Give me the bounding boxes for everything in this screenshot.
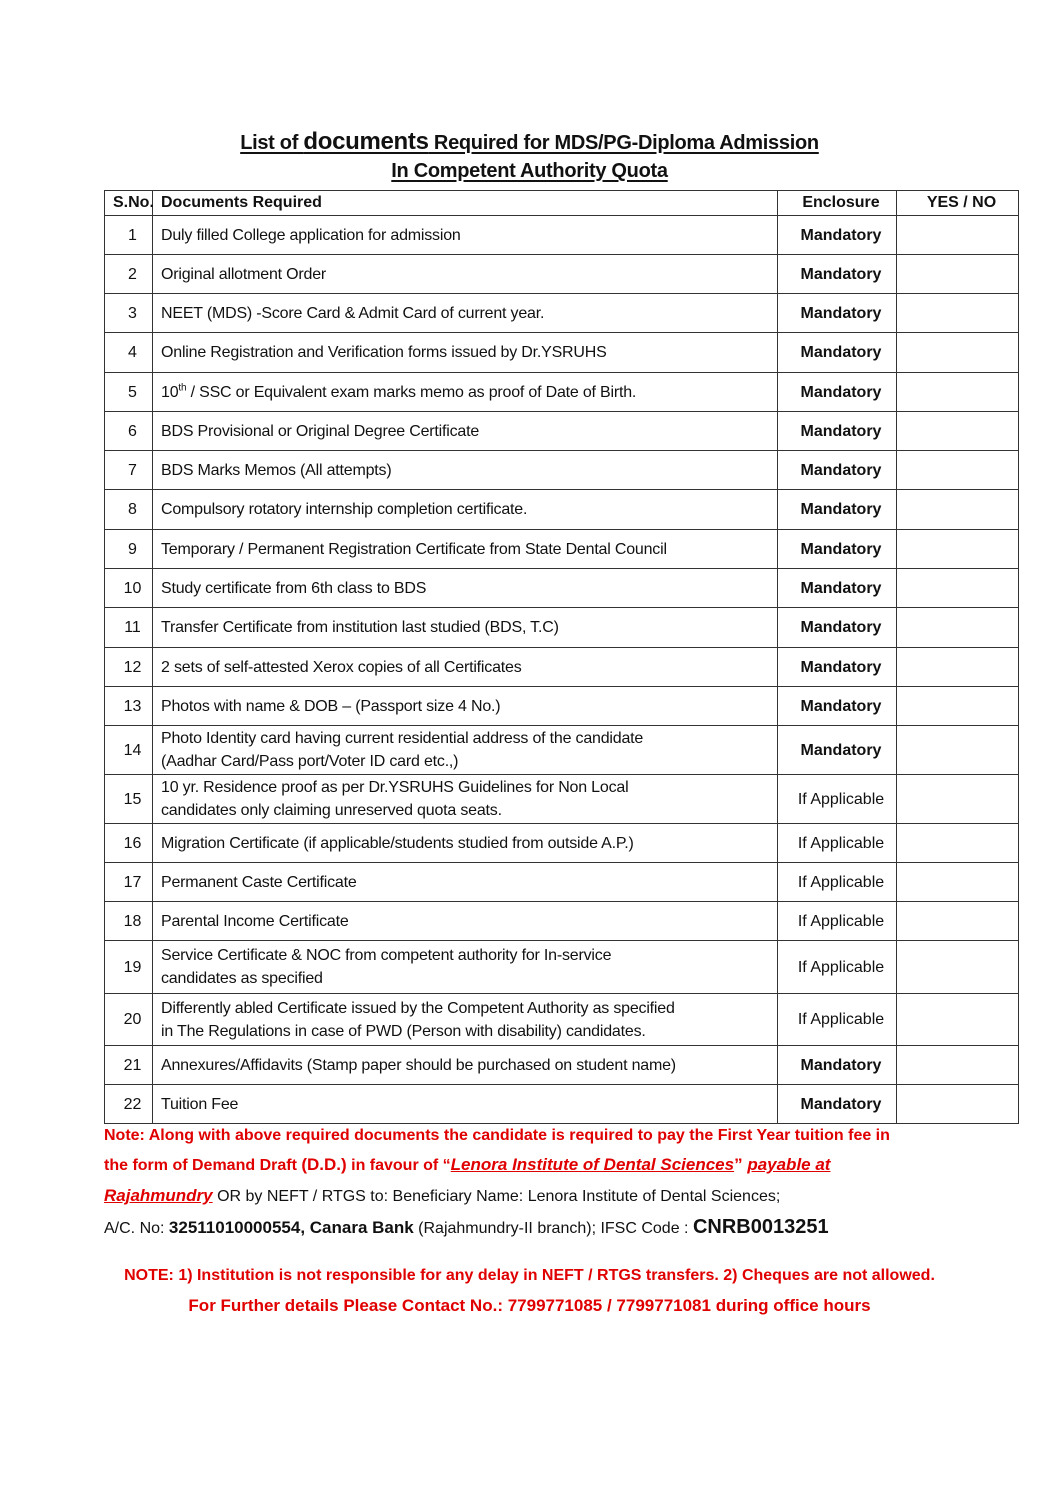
row-document [153, 530, 778, 569]
row-document [153, 255, 778, 294]
payable-at: payable at [747, 1155, 831, 1174]
row-document [153, 726, 778, 775]
table-row [105, 648, 1019, 687]
doc-text: Photos with name & DOB – (Passport size 4 No.) [161, 697, 501, 715]
page-title-line2: In Competent Authority Quota [391, 160, 668, 182]
row-yes-no-field[interactable] [897, 726, 1019, 775]
row-enclosure: Mandatory [778, 490, 897, 530]
row-yes-no-field[interactable] [897, 294, 1019, 333]
doc-text: BDS Marks Memos (All attempts) [161, 461, 392, 479]
row-enclosure: Mandatory [778, 255, 897, 294]
row-sno: 5 [105, 373, 153, 412]
row-enclosure: If Applicable [778, 902, 897, 941]
note-line-1: Note: Along with above required documents the candidate is required to pay the First Year tuition fee in [104, 1127, 890, 1144]
doc-text-line2: in The Regulations in case of PWD (Person with disability) candidates. [161, 1022, 646, 1040]
table-row [105, 333, 1019, 373]
doc-text: Differently abled Certificate issued by the Competent Authority as specified [161, 999, 675, 1017]
doc-text: BDS Provisional or Original Degree Certificate [161, 422, 480, 440]
row-yes-no-field[interactable] [897, 569, 1019, 608]
row-enclosure: If Applicable [778, 775, 897, 824]
row-sno: 1 [105, 216, 153, 255]
note-text: ” [734, 1155, 748, 1174]
table-row [105, 726, 1019, 775]
row-document [153, 687, 778, 726]
table-row [105, 451, 1019, 490]
row-enclosure: Mandatory [778, 1046, 897, 1085]
row-sno: 19 [105, 941, 153, 994]
table-row [105, 941, 1019, 994]
row-document [153, 333, 778, 373]
doc-text: Parental Income Certificate [161, 912, 349, 930]
row-yes-no-field[interactable] [897, 255, 1019, 294]
table-row [105, 824, 1019, 863]
row-document [153, 902, 778, 941]
row-enclosure: If Applicable [778, 994, 897, 1046]
table-row [105, 216, 1019, 255]
title-big-word: documents [303, 128, 429, 155]
row-enclosure: Mandatory [778, 726, 897, 775]
doc-text: Compulsory rotatory internship completion certificate. [161, 501, 528, 518]
row-document [153, 490, 778, 530]
table-row [105, 994, 1019, 1046]
row-enclosure: If Applicable [778, 863, 897, 902]
table-row [105, 687, 1019, 726]
contact-info: For Further details Please Contact No.: 7799771085 / 7799771081 during office hours [188, 1296, 871, 1315]
doc-prefix: 10 [161, 383, 179, 401]
account-label: A/C. No: [104, 1220, 169, 1237]
page-title-line1 [0, 128, 1059, 156]
table-row [105, 373, 1019, 412]
row-sno: 8 [105, 490, 153, 530]
row-sno: 9 [105, 530, 153, 569]
note-text: the form of Demand Draft [104, 1157, 302, 1174]
row-sno: 4 [105, 333, 153, 373]
row-yes-no-field[interactable] [897, 863, 1019, 902]
row-yes-no-field[interactable] [897, 333, 1019, 373]
row-enclosure: Mandatory [778, 648, 897, 687]
row-document [153, 941, 778, 994]
title-suffix: Required for MDS/PG-Diploma Admission [428, 132, 819, 154]
doc-text: Photo Identity card having current residential address of the candidate [161, 730, 644, 747]
row-sno: 17 [105, 863, 153, 902]
doc-text: Transfer Certificate from institution last studied (BDS, T.C) [161, 619, 559, 636]
note-line-2 [104, 1155, 1004, 1175]
table-header-row [105, 191, 1019, 216]
note-text: in favour of “ [346, 1157, 451, 1174]
row-sno: 3 [105, 294, 153, 333]
row-enclosure: Mandatory [778, 333, 897, 373]
branch-text: (Rajahmundry-II branch); IFSC Code : [413, 1220, 693, 1237]
doc-text: Annexures/Affidavits (Stamp paper should be purchased on student name) [161, 1056, 676, 1074]
doc-text: Study certificate from 6th class to BDS [161, 579, 427, 597]
table-row [105, 569, 1019, 608]
row-yes-no-field[interactable] [897, 490, 1019, 530]
table-row [105, 412, 1019, 451]
doc-text: Original allotment Order [161, 265, 327, 283]
row-enclosure: Mandatory [778, 216, 897, 255]
table-row [105, 1085, 1019, 1124]
doc-text: / SSC or Equivalent exam marks memo as proof of Date of Birth. [186, 383, 637, 401]
payable-city: Rajahmundry [104, 1186, 213, 1205]
table-row [105, 1046, 1019, 1085]
row-sno: 10 [105, 569, 153, 608]
row-enclosure: If Applicable [778, 824, 897, 863]
row-yes-no-field[interactable] [897, 608, 1019, 648]
row-enclosure: Mandatory [778, 294, 897, 333]
row-document [153, 1046, 778, 1085]
doc-text-line2: candidates only claiming unreserved quota seats. [161, 802, 502, 819]
ifsc-code: CNRB0013251 [692, 1216, 829, 1238]
bank-details [104, 1216, 1004, 1239]
row-document [153, 451, 778, 490]
row-document [153, 373, 778, 412]
row-yes-no-field[interactable] [897, 648, 1019, 687]
row-sno: 7 [105, 451, 153, 490]
row-yes-no-field[interactable] [897, 1046, 1019, 1085]
table-row [105, 902, 1019, 941]
header-enclosure: Enclosure [778, 191, 897, 216]
row-yes-no-field[interactable] [897, 530, 1019, 569]
header-documents: Documents Required [153, 191, 778, 216]
neft-beneficiary: OR by NEFT / RTGS to: Beneficiary Name: Lenora Institute of Dental Sciences; [212, 1188, 781, 1205]
row-sno: 15 [105, 775, 153, 824]
row-sno: 16 [105, 824, 153, 863]
doc-text: Temporary / Permanent Registration Certificate from State Dental Council [161, 540, 667, 558]
dd-abbrev: (D.D.) [301, 1155, 347, 1174]
row-document [153, 569, 778, 608]
row-document [153, 412, 778, 451]
row-sno: 22 [105, 1085, 153, 1124]
row-enclosure: Mandatory [778, 530, 897, 569]
row-enclosure: Mandatory [778, 451, 897, 490]
row-sno: 13 [105, 687, 153, 726]
row-yes-no-field[interactable] [897, 451, 1019, 490]
table-row [105, 775, 1019, 824]
row-yes-no-field[interactable] [897, 216, 1019, 255]
row-sno: 6 [105, 412, 153, 451]
row-sno: 18 [105, 902, 153, 941]
table-row [105, 294, 1019, 333]
doc-text: 2 sets of self-attested Xerox copies of all Certificates [161, 658, 522, 676]
title-prefix: List of [240, 132, 304, 154]
row-document [153, 824, 778, 863]
table-row [105, 530, 1019, 569]
doc-text: Migration Certificate (if applicable/students studied from outside A.P.) [161, 834, 634, 852]
row-yes-no-field[interactable] [897, 1085, 1019, 1124]
row-yes-no-field[interactable] [897, 994, 1019, 1046]
row-document [153, 294, 778, 333]
row-sno: 21 [105, 1046, 153, 1085]
row-sno: 20 [105, 994, 153, 1046]
row-yes-no-field[interactable] [897, 824, 1019, 863]
row-yes-no-field[interactable] [897, 902, 1019, 941]
payee-name: Lenora Institute of Dental Sciences [450, 1155, 735, 1174]
row-document [153, 863, 778, 902]
doc-text: NEET (MDS) -Score Card & Admit Card of current year. [161, 304, 545, 322]
row-enclosure: Mandatory [778, 1085, 897, 1124]
row-yes-no-field[interactable] [897, 775, 1019, 824]
row-enclosure: If Applicable [778, 941, 897, 994]
row-document [153, 648, 778, 687]
row-yes-no-field[interactable] [897, 373, 1019, 412]
doc-text-line2: (Aadhar Card/Pass port/Voter ID card etc.,) [161, 753, 459, 770]
row-document [153, 216, 778, 255]
row-enclosure: Mandatory [778, 687, 897, 726]
row-enclosure: Mandatory [778, 373, 897, 412]
documents-table [104, 190, 1019, 1124]
doc-text-line2: candidates as specified [161, 970, 323, 987]
doc-text: Tuition Fee [161, 1095, 239, 1113]
row-sno: 11 [105, 608, 153, 648]
note-cheques: NOTE: 1) Institution is not responsible for any delay in NEFT / RTGS transfers. 2) Cheques are not allowed. [124, 1267, 935, 1284]
table-row [105, 255, 1019, 294]
doc-superscript: th [178, 382, 187, 394]
row-yes-no-field[interactable] [897, 412, 1019, 451]
row-enclosure: Mandatory [778, 608, 897, 648]
row-document [153, 1085, 778, 1124]
row-sno: 2 [105, 255, 153, 294]
doc-text: Permanent Caste Certificate [161, 873, 357, 891]
table-row [105, 490, 1019, 530]
doc-text: Online Registration and Verification forms issued by Dr.YSRUHS [161, 344, 607, 361]
row-document [153, 994, 778, 1046]
row-yes-no-field[interactable] [897, 687, 1019, 726]
row-enclosure: Mandatory [778, 412, 897, 451]
row-yes-no-field[interactable] [897, 941, 1019, 994]
table-row [105, 863, 1019, 902]
table-row [105, 608, 1019, 648]
row-enclosure: Mandatory [778, 569, 897, 608]
row-document [153, 608, 778, 648]
doc-text: Service Certificate & NOC from competent authority for In-service [161, 947, 612, 964]
header-sno: S.No. [105, 191, 153, 216]
header-yes-no: YES / NO [897, 191, 1019, 216]
account-number: 32511010000554, Canara Bank [168, 1218, 414, 1237]
doc-text: 10 yr. Residence proof as per Dr.YSRUHS Guidelines for Non Local [161, 779, 629, 796]
row-document [153, 775, 778, 824]
row-sno: 12 [105, 648, 153, 687]
doc-text: Duly filled College application for admission [161, 226, 461, 244]
row-sno: 14 [105, 726, 153, 775]
note-line-3 [104, 1186, 1004, 1206]
